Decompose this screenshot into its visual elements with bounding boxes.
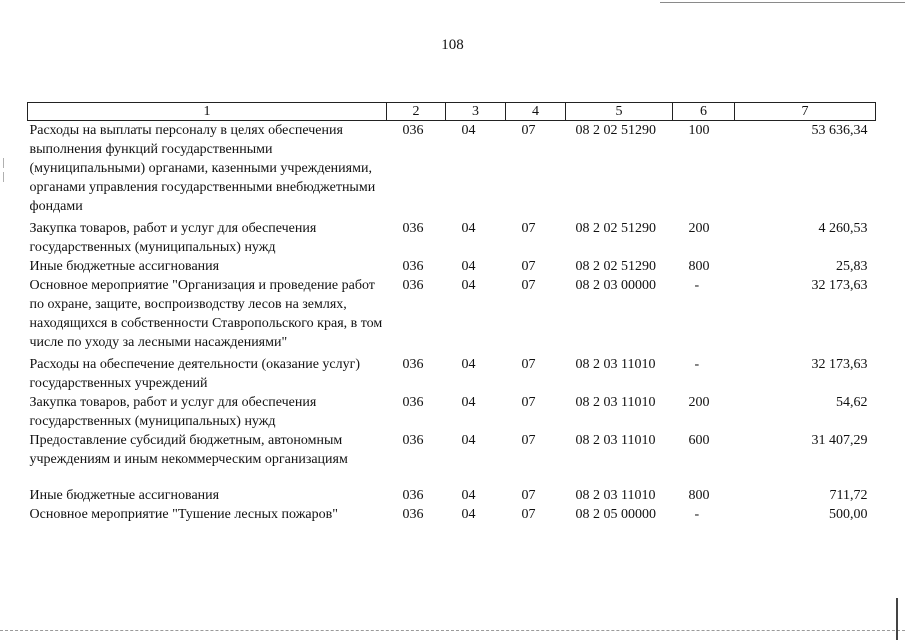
column-header: 7 <box>735 103 876 121</box>
expense-name: Основное мероприятие "Организация и проведение работ по охране, защите, воспроизводству лесов на землях, находящихся в собственности Ставропольского края, в том числе по уходу за лесными насаждениями" <box>29 278 383 350</box>
section-code: 04 <box>461 221 476 236</box>
ministry-code: 036 <box>402 278 424 293</box>
expense-name: Закупка товаров, работ и услуг для обеспечения государственных (муниципальных) нужд <box>29 221 317 255</box>
expense-type-code: 200 <box>688 221 710 236</box>
expense-type-code: - <box>694 278 700 293</box>
column-header: 1 <box>28 103 387 121</box>
amount: 500,00 <box>829 507 868 522</box>
table-row <box>28 431 876 486</box>
subsection-code: 07 <box>521 259 536 274</box>
target-article-code: 08 2 03 11010 <box>575 395 656 410</box>
subsection-code: 07 <box>521 488 536 503</box>
amount: 54,62 <box>836 395 868 410</box>
expense-type-code: 800 <box>688 259 710 274</box>
table-row <box>28 121 876 220</box>
expense-name: Закупка товаров, работ и услуг для обеспечения государственных (муниципальных) нужд <box>29 395 317 429</box>
ministry-code: 036 <box>402 433 424 448</box>
amount: 4 260,53 <box>818 221 868 236</box>
section-code: 04 <box>461 123 476 138</box>
subsection-code: 07 <box>521 357 536 372</box>
target-article-code: 08 2 05 00000 <box>575 507 656 522</box>
scan-edge-right <box>896 598 898 640</box>
section-code: 04 <box>461 259 476 274</box>
expense-name: Иные бюджетные ассигнования <box>29 488 220 503</box>
subsection-code: 07 <box>521 221 536 236</box>
target-article-code: 08 2 03 11010 <box>575 433 656 448</box>
expense-name: Расходы на выплаты персоналу в целях обеспечения выполнения функций государственными (муниципальными) органами, казенными учреждениями, органами управления государственными внебюджетными фондами <box>29 123 376 214</box>
table-row <box>28 276 876 355</box>
table-row <box>28 355 876 393</box>
target-article-code: 08 2 03 11010 <box>575 357 656 372</box>
subsection-code: 07 <box>521 507 536 522</box>
page-number: 108 <box>441 37 464 53</box>
expense-type-code: - <box>694 507 700 522</box>
scan-edge-top <box>660 2 905 3</box>
ministry-code: 036 <box>402 488 424 503</box>
section-code: 04 <box>461 278 476 293</box>
column-header: 2 <box>387 103 446 121</box>
subsection-code: 07 <box>521 395 536 410</box>
expense-name: Расходы на обеспечение деятельности (оказание услуг) государственных учреждений <box>29 357 361 391</box>
section-code: 04 <box>461 507 476 522</box>
subsection-code: 07 <box>521 278 536 293</box>
budget-table <box>27 102 876 524</box>
scan-speck <box>3 158 4 168</box>
section-code: 04 <box>461 357 476 372</box>
ministry-code: 036 <box>402 395 424 410</box>
target-article-code: 08 2 02 51290 <box>575 123 656 138</box>
scan-speck <box>3 172 4 182</box>
table-row <box>28 505 876 524</box>
target-article-code: 08 2 02 51290 <box>575 259 656 274</box>
column-header: 3 <box>446 103 506 121</box>
ministry-code: 036 <box>402 221 424 236</box>
section-code: 04 <box>461 488 476 503</box>
subsection-code: 07 <box>521 123 536 138</box>
table-row <box>28 393 876 431</box>
table-row <box>28 257 876 276</box>
expense-type-code: 100 <box>688 123 710 138</box>
expense-type-code: 800 <box>688 488 710 503</box>
target-article-code: 08 2 03 11010 <box>575 488 656 503</box>
scan-edge-bottom <box>0 630 905 631</box>
subsection-code: 07 <box>521 433 536 448</box>
column-header: 6 <box>673 103 735 121</box>
expense-name: Основное мероприятие "Тушение лесных пожаров" <box>29 507 338 522</box>
expense-type-code: - <box>694 357 700 372</box>
section-code: 04 <box>461 395 476 410</box>
amount: 711,72 <box>829 488 868 503</box>
column-header: 4 <box>506 103 566 121</box>
amount: 31 407,29 <box>811 433 868 448</box>
expense-name: Иные бюджетные ассигнования <box>29 259 220 274</box>
amount: 25,83 <box>836 259 868 274</box>
amount: 53 636,34 <box>811 123 868 138</box>
ministry-code: 036 <box>402 357 424 372</box>
column-header: 5 <box>566 103 673 121</box>
table-row <box>28 219 876 257</box>
amount: 32 173,63 <box>811 357 868 372</box>
table-row <box>28 486 876 505</box>
ministry-code: 036 <box>402 507 424 522</box>
header-row <box>28 103 876 121</box>
expense-name: Предоставление субсидий бюджетным, автономным учреждениям и иным некоммерческим организациям <box>29 433 348 467</box>
ministry-code: 036 <box>402 259 424 274</box>
expense-type-code: 600 <box>688 433 710 448</box>
target-article-code: 08 2 03 00000 <box>575 278 656 293</box>
target-article-code: 08 2 02 51290 <box>575 221 656 236</box>
section-code: 04 <box>461 433 476 448</box>
expense-type-code: 200 <box>688 395 710 410</box>
ministry-code: 036 <box>402 123 424 138</box>
amount: 32 173,63 <box>811 278 868 293</box>
